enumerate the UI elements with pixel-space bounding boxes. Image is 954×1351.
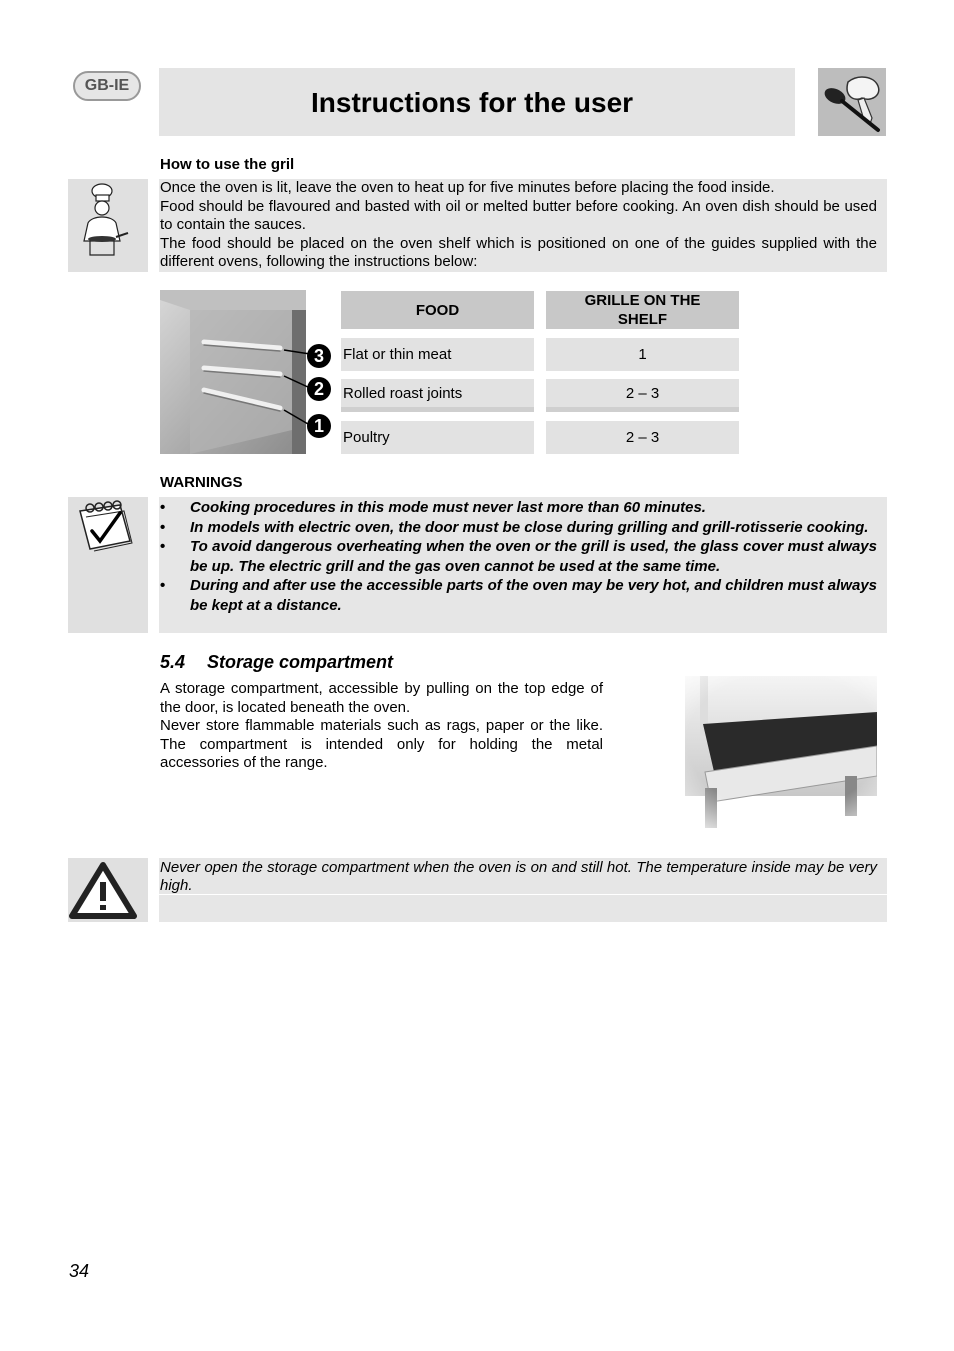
grill-paragraph: Once the oven is lit, leave the oven to heat up for five minutes before placing the food inside. bbox=[160, 179, 775, 196]
storage-text bbox=[160, 680, 603, 773]
table-header-grille: GRILLE ON THE SHELF bbox=[546, 291, 739, 329]
table-header-food: FOOD bbox=[341, 291, 534, 329]
caution-text: Never open the storage compartment when the oven is on and still hot. The temperature inside may be very high. bbox=[160, 859, 877, 894]
table-cell-food: Rolled roast joints bbox=[341, 379, 534, 412]
shelf-number-3: 3 bbox=[313, 346, 325, 366]
grill-instructions bbox=[159, 179, 887, 272]
notepad-check-icon bbox=[68, 497, 148, 633]
caution-box bbox=[159, 858, 887, 922]
storage-paragraph: A storage compartment, accessible by pulling on the top edge of the door, is located beneath the oven. bbox=[160, 680, 603, 716]
warnings-heading: WARNINGS bbox=[160, 474, 243, 491]
warnings-box bbox=[159, 497, 887, 633]
list-item: • To avoid dangerous overheating when the oven or the grill is used, the glass cover must always be up. The electric grill and the gas oven cannot be used at the same time. bbox=[160, 537, 877, 576]
section-number: 5.4 bbox=[160, 652, 186, 672]
table-cell-shelf: 1 bbox=[546, 338, 739, 371]
storage-compartment-image bbox=[645, 676, 877, 840]
shelf-number-2: 2 bbox=[313, 379, 325, 399]
storage-paragraph: Never store flammable materials such as rags, paper or the like. The compartment is intended only for holding the metal accessories of the range. bbox=[160, 717, 603, 771]
table-cell-food: Poultry bbox=[341, 421, 534, 454]
table-cell-shelf: 2 – 3 bbox=[546, 379, 739, 412]
grill-heading: How to use the gril bbox=[160, 156, 295, 173]
list-item: • During and after use the accessible parts of the oven may be very hot, and children must always be kept at a distance. bbox=[160, 576, 877, 615]
grill-paragraph: The food should be placed on the oven shelf which is positioned on one of the guides supplied with the different ovens, following the instructions below: bbox=[160, 234, 877, 270]
table-cell-food: Flat or thin meat bbox=[341, 338, 534, 371]
oven-shelves-image bbox=[160, 290, 336, 454]
spoon-chef-hat-icon bbox=[818, 68, 886, 136]
list-item: • Cooking procedures in this mode must never last more than 60 minutes. bbox=[160, 498, 877, 518]
warnings-list bbox=[160, 498, 877, 615]
page-title: Instructions for the user bbox=[311, 87, 634, 118]
chef-icon bbox=[68, 179, 148, 272]
table-cell-shelf: 2 – 3 bbox=[546, 421, 739, 454]
page-number: 34 bbox=[69, 1261, 90, 1281]
list-item: • In models with electric oven, the door must be close during grilling and grill-rotisserie cooking. bbox=[160, 518, 877, 538]
caution-divider bbox=[159, 894, 887, 895]
title-bar bbox=[159, 68, 795, 136]
grill-paragraph: Food should be flavoured and basted with oil or melted butter before cooking. An oven dish should be used to contain the sauces. bbox=[160, 197, 877, 233]
storage-heading bbox=[160, 652, 393, 673]
warning-triangle-icon bbox=[68, 858, 148, 922]
language-badge: GB-IE bbox=[73, 71, 141, 101]
shelf-number-1: 1 bbox=[313, 416, 325, 436]
section-title: Storage compartment bbox=[207, 652, 394, 672]
